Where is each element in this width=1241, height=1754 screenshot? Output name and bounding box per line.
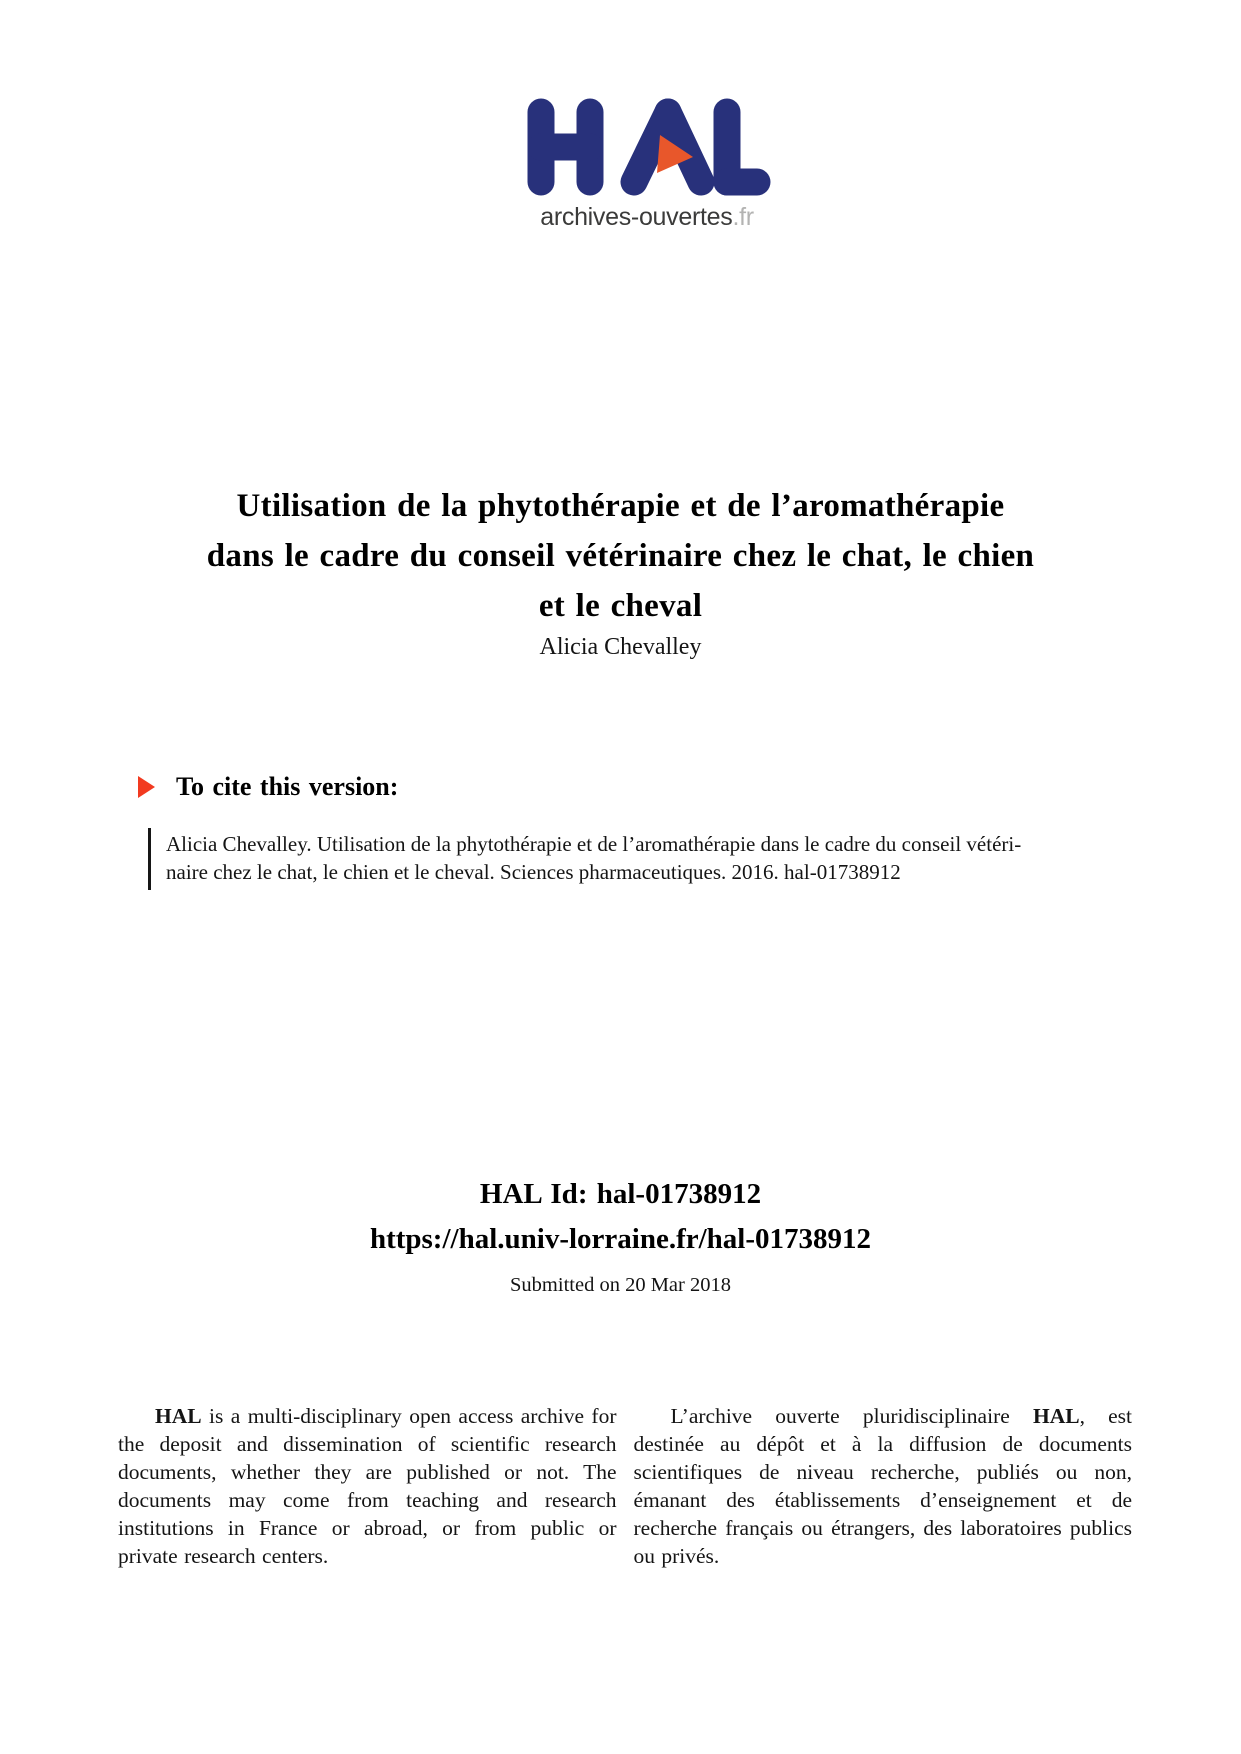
tagline-archives-ouvertes: archives-ouvertes <box>540 203 733 231</box>
about-french-post-text: , est destinée au dépôt et à la diffusion de documents scientifiques de niveau recherche, publiés ou non, émanant des établissements d’enseignement et de recherche français ou étrangers, des laboratoires publics ou privés. <box>633 1404 1132 1568</box>
submitted-date: Submitted on 20 Mar 2018 <box>510 1274 731 1296</box>
about-english-text: is a multi-disciplinary open access archive for the deposit and dissemination of scientific research documents, whether they are published or not. The documents may come from teaching and research institutions in France or abroad, or from public or private research centers. <box>118 1404 617 1568</box>
citation-line: Alicia Chevalley. Utilisation de la phytothérapie et de l’aromathérapie dans le cadre du conseil vétéri- <box>166 832 1022 856</box>
about-hal-columns <box>118 1402 1132 1570</box>
red-triangle-bullet-icon <box>138 776 155 798</box>
hal-bold-lead: HAL <box>155 1404 202 1428</box>
hal-id-label: HAL Id: hal-01738912 <box>479 1178 762 1210</box>
document-title-line: et le cheval <box>538 588 703 624</box>
cite-heading-row <box>138 772 398 802</box>
document-title-line: Utilisation de la phytothérapie et de l’aromathérapie <box>236 488 1005 524</box>
document-title <box>60 481 1181 631</box>
citation-line: naire chez le chat, le chien et le cheval. Sciences pharmaceutiques. 2016. hal-01738912 <box>166 860 901 884</box>
about-hal-french-column <box>634 1402 1133 1570</box>
hal-id-block <box>0 1172 1241 1262</box>
about-hal-french-paragraph <box>634 1402 1133 1570</box>
hal-logo-letters <box>541 112 757 182</box>
hal-record-url-link[interactable]: https://hal.univ-lorraine.fr/hal-01738912 <box>369 1223 872 1255</box>
hal-bold-lead: HAL <box>1032 1404 1080 1428</box>
document-author: Alicia Chevalley <box>539 634 702 660</box>
about-hal-english-column <box>118 1402 617 1570</box>
hal-logo-tagline <box>516 203 778 232</box>
citation-block <box>148 828 1131 890</box>
cite-heading: To cite this version: <box>176 772 399 801</box>
about-french-pre-text: L’archive ouverte pluridisciplinaire <box>670 1404 1033 1428</box>
tagline-fr-suffix: .fr <box>732 203 754 231</box>
hal-logo <box>521 84 771 200</box>
document-title-line: dans le cadre du conseil vétérinaire chez le chat, le chien <box>206 538 1035 574</box>
about-hal-english-paragraph <box>118 1402 617 1570</box>
hal-logo-graphic <box>521 84 771 200</box>
